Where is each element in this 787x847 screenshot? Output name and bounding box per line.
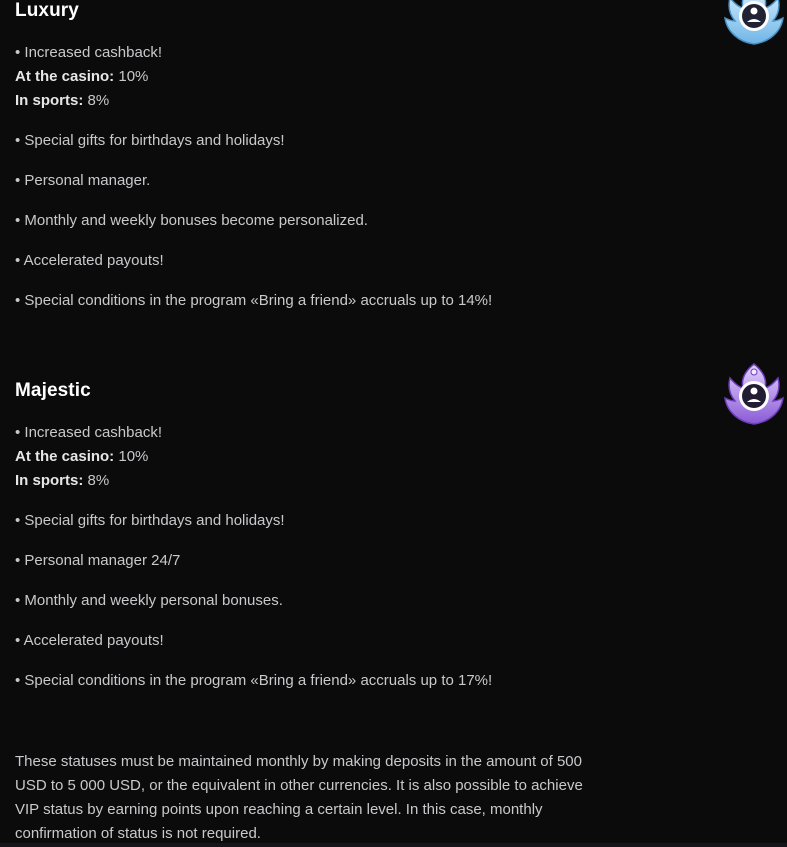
luxury-perk: • Accelerated payouts! (15, 252, 164, 269)
majestic-perk: • Special gifts for birthdays and holidays! (15, 512, 285, 529)
luxury-casino-value: 10% (114, 68, 149, 85)
majestic-sports (15, 471, 109, 491)
majestic-casino-label: At the casino: (15, 448, 115, 465)
luxury-casino (15, 67, 148, 87)
luxury-perk: • Special conditions in the program «Bring a friend» accruals up to 14%! (15, 292, 493, 309)
majestic-casino (15, 447, 148, 467)
luxury-perk: • Special gifts for birthdays and holidays! (15, 132, 285, 149)
tier-majestic (15, 380, 775, 700)
majestic-perk: • Personal manager 24/7 (15, 552, 181, 569)
tier-title-luxury: Luxury (15, 0, 79, 21)
majestic-perk: • Special conditions in the program «Bring a friend» accruals up to 17%! (15, 672, 493, 689)
vip-status-note: These statuses must be maintained monthly by making deposits in the amount of 500 USD to 5 000 USD, or the equivalent in other currencies. It is also possible to achieve VIP status by earning points upon reaching a certain level. In this case, monthly confirmation of status is not required. (15, 753, 583, 842)
majestic-sports-label: In sports: (15, 472, 84, 489)
majestic-badge-icon (721, 360, 787, 426)
majestic-sports-value: 8% (83, 472, 110, 489)
luxury-sports-label: In sports: (15, 92, 84, 109)
luxury-sports-value: 8% (83, 92, 110, 109)
luxury-perk: • Personal manager. (15, 172, 151, 189)
luxury-perk: • Monthly and weekly bonuses become personalized. (15, 212, 368, 229)
luxury-sports (15, 91, 109, 111)
bottom-divider (0, 843, 787, 847)
luxury-casino-label: At the casino: (15, 68, 115, 85)
majestic-perk: • Accelerated payouts! (15, 632, 164, 649)
majestic-casino-value: 10% (114, 448, 149, 465)
luxury-badge-icon (721, 0, 787, 46)
luxury-cashback: • Increased cashback! (15, 44, 162, 61)
tier-title-majestic: Majestic (15, 380, 91, 401)
majestic-cashback: • Increased cashback! (15, 424, 162, 441)
tier-luxury (15, 0, 775, 320)
majestic-perk: • Monthly and weekly personal bonuses. (15, 592, 283, 609)
